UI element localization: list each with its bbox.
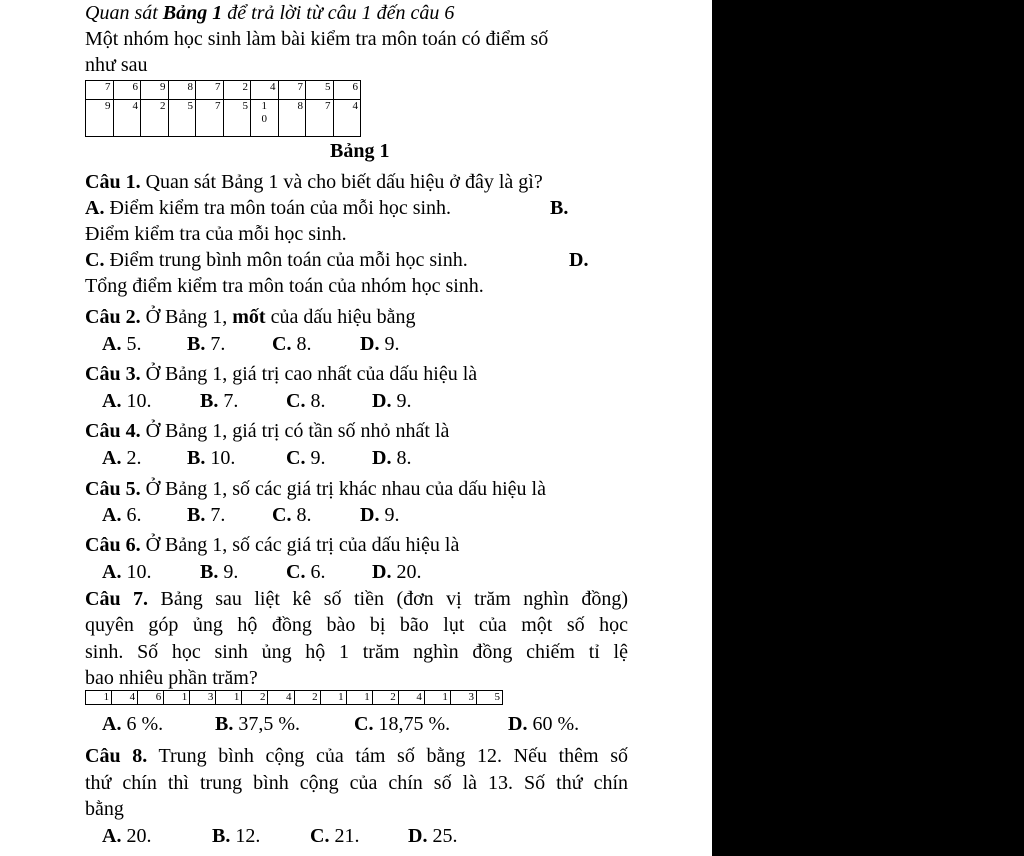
q1-option-d-label: D. <box>569 249 589 271</box>
table-cell: 2 <box>223 81 251 100</box>
donation-table <box>85 690 503 705</box>
table-cell: 8 <box>168 81 196 100</box>
q3-option-c: C. 8. <box>286 390 326 412</box>
table-cell: 7 <box>86 81 114 100</box>
q2-option-c: C. 8. <box>272 333 312 355</box>
q8-option-a: A. 20. <box>102 825 152 847</box>
q4-option-a: A. 2. <box>102 447 142 469</box>
table-cell: 1 <box>424 691 450 705</box>
table-cell: 6 <box>333 81 361 100</box>
table-caption: Bảng 1 <box>330 140 390 162</box>
table-cell: 5 <box>168 100 196 137</box>
q1-option-a: A. Điểm kiểm tra môn toán của mỗi học sinh. <box>85 197 452 219</box>
table-cell: 6 <box>113 81 141 100</box>
q4-option-b: B. 10. <box>187 447 236 469</box>
question-7-line-4: bao nhiêu phần trăm? <box>85 667 258 689</box>
q5-option-c: C. 8. <box>272 504 312 526</box>
table-cell: 1 <box>320 691 346 705</box>
q2-option-d: D. 9. <box>360 333 400 355</box>
table-cell: 3 <box>450 691 476 705</box>
q4-option-d: D. 8. <box>372 447 412 469</box>
q8-option-b: B. 12. <box>212 825 261 847</box>
table-cell: 4 <box>333 100 361 137</box>
table-cell: 4 <box>398 691 424 705</box>
table-cell: 1 0 <box>251 100 279 137</box>
question-1: Câu 1. Quan sát Bảng 1 và cho biết dấu hiệu ở đây là gì? <box>85 171 543 193</box>
q7-option-b: B. 37,5 %. <box>215 713 301 735</box>
q6-option-c: C. 6. <box>286 561 326 583</box>
table-cell: 7 <box>278 81 306 100</box>
intro-line-2: Một nhóm học sinh làm bài kiểm tra môn toán có điểm số <box>85 28 549 50</box>
q8-option-c: C. 21. <box>310 825 360 847</box>
table-cell: 2 <box>372 691 398 705</box>
table-cell: 9 <box>141 81 169 100</box>
table-cell: 7 <box>196 81 224 100</box>
table-cell: 1 <box>216 691 242 705</box>
q3-option-a: A. 10. <box>102 390 152 412</box>
q7-option-c: C. 18,75 %. <box>354 713 451 735</box>
q1-option-b-text: Điểm kiểm tra của mỗi học sinh. <box>85 223 347 245</box>
q1-option-b-label: B. <box>550 197 569 219</box>
table-cell: 2 <box>294 691 320 705</box>
table-cell: 1 <box>346 691 372 705</box>
q2-option-a: A. 5. <box>102 333 142 355</box>
q5-option-b: B. 7. <box>187 504 226 526</box>
table-cell: 1 <box>86 691 112 705</box>
table-row <box>86 691 503 705</box>
q7-option-a: A. 6 %. <box>102 713 164 735</box>
table-cell: 6 <box>138 691 164 705</box>
intro-line-1: Quan sát Bảng 1 để trả lời từ câu 1 đến câu 6 <box>85 2 455 24</box>
question-7-line-1: Câu 7. Bảng sau liệt kê số tiền (đơn vị trăm nghìn đồng) <box>85 588 628 610</box>
q6-option-b: B. 9. <box>200 561 239 583</box>
q5-option-d: D. 9. <box>360 504 400 526</box>
table-cell: 4 <box>268 691 294 705</box>
table-cell: 2 <box>242 691 268 705</box>
q4-option-c: C. 9. <box>286 447 326 469</box>
table-row <box>86 100 361 137</box>
q3-option-d: D. 9. <box>372 390 412 412</box>
question-8-line-1: Câu 8. Trung bình cộng của tám số bằng 12. Nếu thêm số <box>85 745 628 767</box>
table-cell: 5 <box>476 691 502 705</box>
q1-option-d-text: Tổng điểm kiểm tra môn toán của nhóm học sinh. <box>85 275 484 297</box>
table-cell: 1 <box>164 691 190 705</box>
table-cell: 7 <box>306 100 334 137</box>
question-6: Câu 6. Ở Bảng 1, số các giá trị của dấu hiệu là <box>85 534 460 556</box>
q5-option-a: A. 6. <box>102 504 142 526</box>
question-2: Câu 2. Ở Bảng 1, mốt của dấu hiệu bằng <box>85 306 416 328</box>
table-cell: 8 <box>278 100 306 137</box>
q3-option-b: B. 7. <box>200 390 239 412</box>
table-cell: 4 <box>113 100 141 137</box>
table-cell: 9 <box>86 100 114 137</box>
question-5: Câu 5. Ở Bảng 1, số các giá trị khác nhau của dấu hiệu là <box>85 478 546 500</box>
q7-option-d: D. 60 %. <box>508 713 580 735</box>
question-3: Câu 3. Ở Bảng 1, giá trị cao nhất của dấu hiệu là <box>85 363 478 385</box>
question-7-line-2: quyên góp ủng hộ đồng bào bị bão lụt của một số học <box>85 614 628 636</box>
q6-option-d: D. 20. <box>372 561 422 583</box>
q6-option-a: A. 10. <box>102 561 152 583</box>
table-cell: 5 <box>223 100 251 137</box>
table-cell: 3 <box>190 691 216 705</box>
question-8-line-2: thứ chín thì trung bình cộng của chín số là 13. Số thứ chín <box>85 772 628 794</box>
intro-line-3: như sau <box>85 54 148 76</box>
table-cell: 4 <box>251 81 279 100</box>
question-7-line-3: sinh. Số học sinh ủng hộ 1 trăm nghìn đồng chiếm tỉ lệ <box>85 641 628 663</box>
question-4: Câu 4. Ở Bảng 1, giá trị có tần số nhỏ nhất là <box>85 420 450 442</box>
question-8-line-3: bằng <box>85 798 124 820</box>
table-cell: 7 <box>196 100 224 137</box>
table-cell: 4 <box>112 691 138 705</box>
table-cell: 5 <box>306 81 334 100</box>
table-row <box>86 81 361 100</box>
q2-option-b: B. 7. <box>187 333 226 355</box>
q8-option-d: D. 25. <box>408 825 458 847</box>
scores-table <box>85 80 361 137</box>
table-cell: 2 <box>141 100 169 137</box>
q1-option-c: C. Điểm trung bình môn toán của mỗi học sinh. <box>85 249 468 271</box>
